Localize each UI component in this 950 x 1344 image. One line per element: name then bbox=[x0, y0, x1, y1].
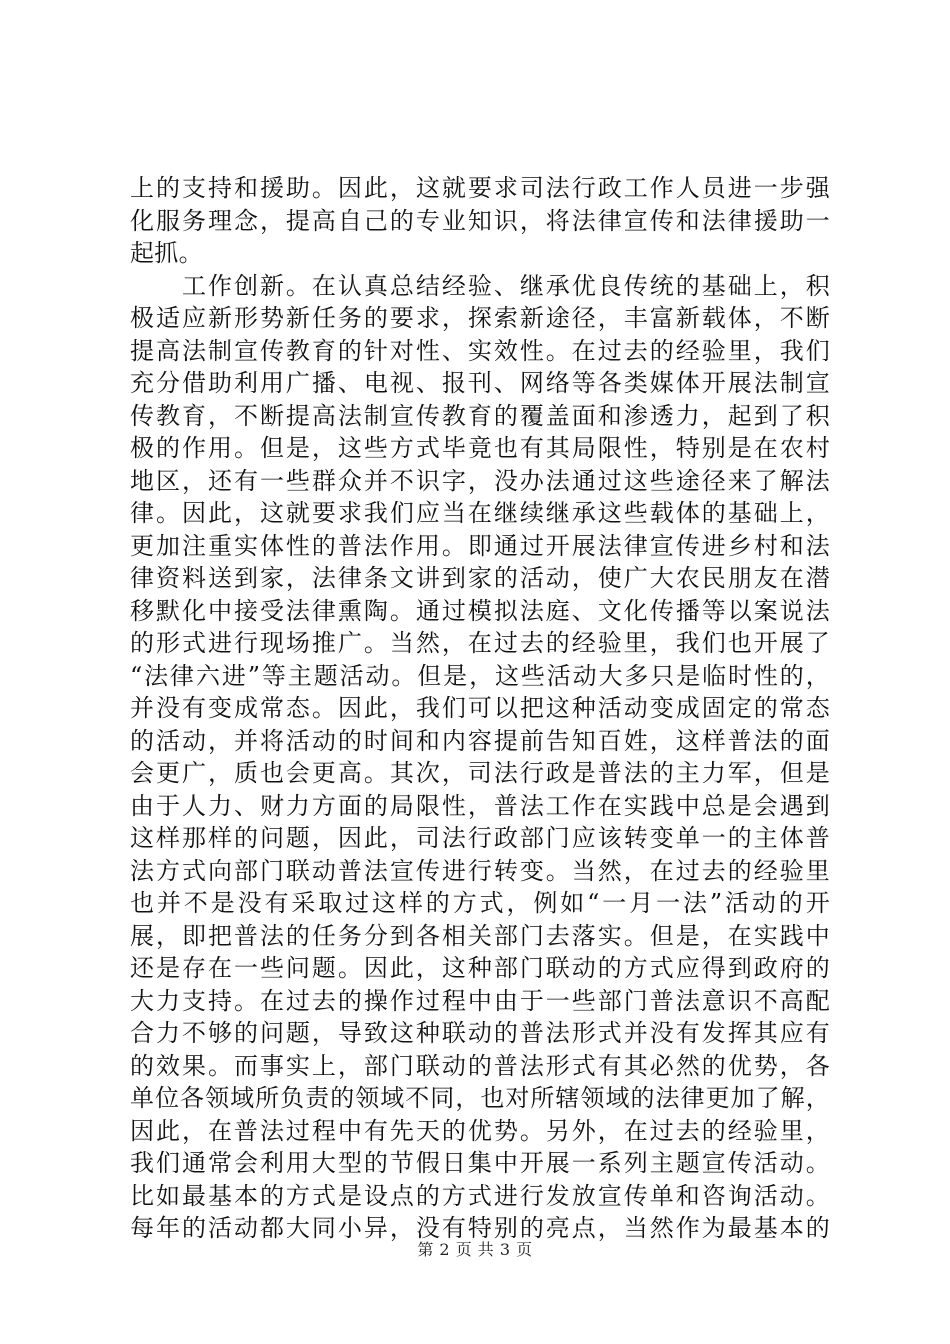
text-line: 的活动，并将活动的时间和内容提前告知百姓，这样普法的面 bbox=[130, 726, 830, 755]
body-text bbox=[130, 172, 830, 1245]
text-line: 移默化中接受法律熏陶。通过模拟法庭、文化传播等以案说法 bbox=[130, 596, 830, 625]
text-line: 极的作用。但是，这些方式毕竟也有其局限性，特别是在农村 bbox=[130, 434, 830, 462]
page-number-footer: 第 2 页 共 3 页 bbox=[417, 1240, 533, 1259]
text-line: 并没有变成常态。因此，我们可以把这种活动变成固定的常态 bbox=[130, 694, 830, 722]
text-line: 化服务理念，提高自己的专业知识，将法律宣传和法律援助一 bbox=[130, 206, 830, 235]
text-line: 这样那样的问题，因此，司法行政部门应该转变单一的主体普 bbox=[130, 824, 830, 852]
text-line: 充分借助利用广播、电视、报刊、网络等各类媒体开展法制宣 bbox=[130, 369, 830, 397]
text-line: 的形式进行现场推广。当然，在过去的经验里，我们也开展了 bbox=[130, 629, 830, 657]
text-line: 传教育，不断提高法制宣传教育的覆盖面和渗透力，起到了积 bbox=[130, 401, 830, 430]
text-line: 因此，在普法过程中有先天的优势。另外，在过去的经验里， bbox=[130, 1116, 830, 1145]
text-line: 合力不够的问题，导致这种联动的普法形式并没有发挥其应有 bbox=[130, 1019, 830, 1047]
text-line: 上的支持和援助。因此，这就要求司法行政工作人员进一步强 bbox=[130, 174, 830, 202]
text-line: 工作创新。在认真总结经验、继承优良传统的基础上，积 bbox=[130, 271, 830, 300]
text-line: 大力支持。在过去的操作过程中由于一些部门普法意识不高配 bbox=[130, 986, 830, 1015]
text-line: 律资料送到家，法律条文讲到家的活动，使广大农民朋友在潜 bbox=[130, 564, 830, 592]
text-line: 每年的活动都大同小异，没有特别的亮点，当然作为最基本的 bbox=[130, 1214, 830, 1242]
text-line: 会更广，质也会更高。其次，司法行政是普法的主力军，但是 bbox=[130, 759, 830, 787]
text-line: 律。因此，这就要求我们应当在继续继承这些载体的基础上， bbox=[130, 499, 830, 527]
text-line: 比如最基本的方式是设点的方式进行发放宣传单和咨询活动。 bbox=[130, 1181, 830, 1210]
text-line: 还是存在一些问题。因此，这种部门联动的方式应得到政府的 bbox=[130, 954, 830, 982]
text-line: “法律六进”等主题活动。但是，这些活动大多只是临时性的， bbox=[130, 661, 830, 690]
text-line: 由于人力、财力方面的局限性，普法工作在实践中总是会遇到 bbox=[130, 791, 830, 820]
text-line: 地区，还有一些群众并不识字，没办法通过这些途径来了解法 bbox=[130, 466, 830, 495]
text-line: 提高法制宣传教育的针对性、实效性。在过去的经验里，我们 bbox=[130, 336, 830, 365]
text-line: 更加注重实体性的普法作用。即通过开展法律宣传进乡村和法 bbox=[130, 531, 830, 560]
text-line: 我们通常会利用大型的节假日集中开展一系列主题宣传活动。 bbox=[130, 1149, 830, 1177]
text-line: 法方式向部门联动普法宣传进行转变。当然，在过去的经验里 bbox=[130, 856, 830, 885]
text-line: 单位各领域所负责的领域不同，也对所辖领域的法律更加了解， bbox=[130, 1084, 830, 1112]
text-line: 展，即把普法的任务分到各相关部门去落实。但是，在实践中 bbox=[130, 921, 830, 950]
text-line: 的效果。而事实上，部门联动的普法形式有其必然的优势，各 bbox=[130, 1051, 830, 1080]
text-line: 极适应新形势新任务的要求，探索新途径，丰富新载体，不断 bbox=[130, 304, 830, 332]
text-line: 起抓。 bbox=[130, 239, 203, 267]
text-line: 也并不是没有采取过这样的方式，例如“一月一法”活动的开 bbox=[130, 889, 830, 917]
